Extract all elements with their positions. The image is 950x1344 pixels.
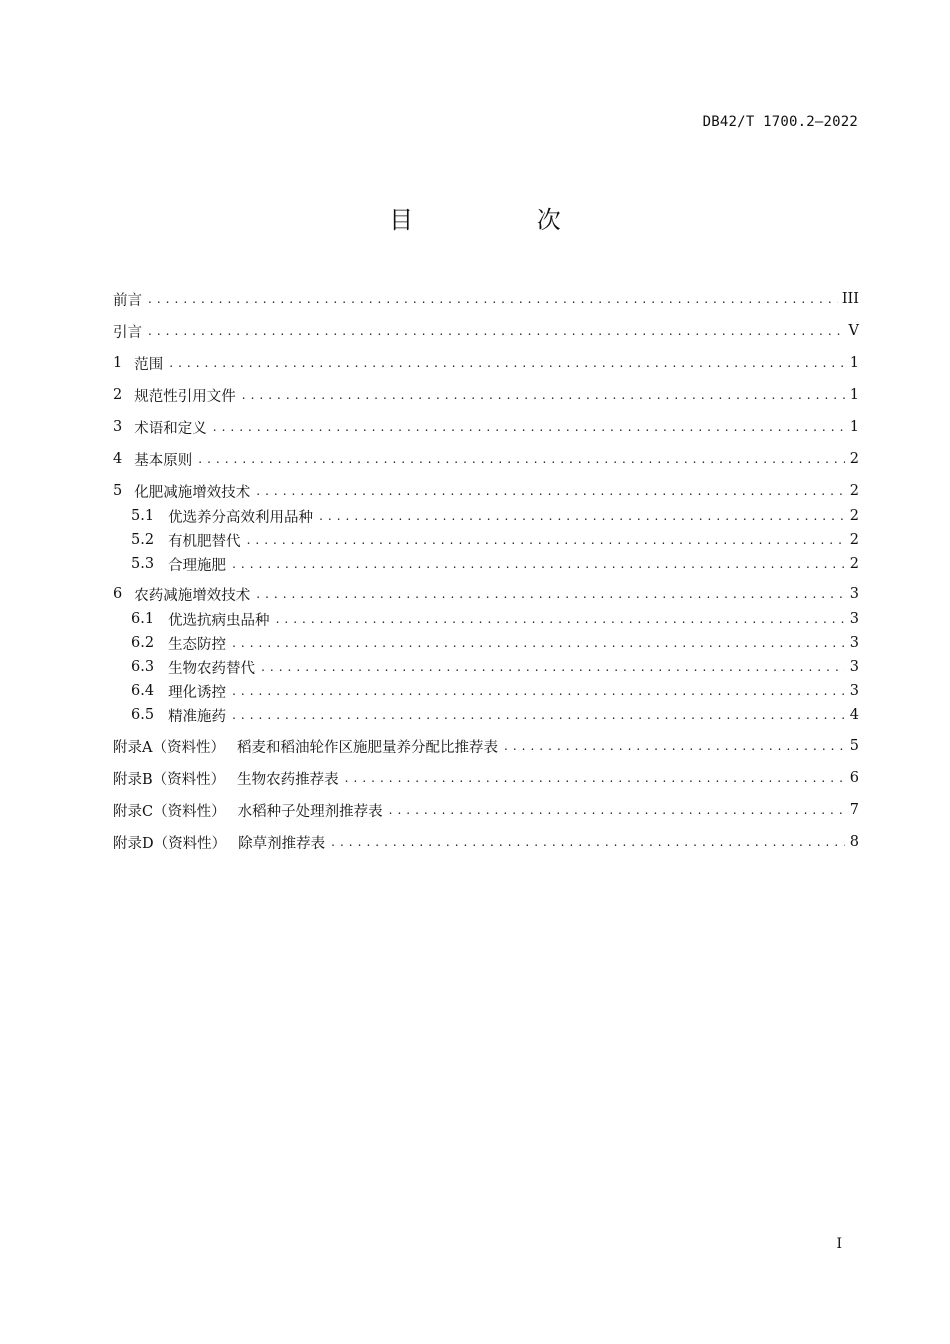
toc-entry[interactable]	[113, 799, 859, 821]
toc-entry-page: 7	[849, 802, 859, 818]
toc-entry-page: 2	[849, 483, 859, 499]
toc-leader-dots	[169, 352, 845, 374]
toc-leader-dots	[389, 799, 845, 821]
toc-entry[interactable]	[113, 480, 859, 502]
toc-entry-number: 3	[113, 419, 123, 435]
toc-leader-dots	[319, 505, 845, 527]
toc-entry-page: 3	[849, 659, 859, 675]
toc-entry-label: 除草剂推荐表	[238, 835, 326, 852]
toc-leader-dots	[232, 704, 845, 726]
toc-entry-number: 4	[113, 451, 123, 467]
toc-entry-page: 8	[849, 834, 859, 850]
toc-entry[interactable]	[113, 735, 859, 757]
toc-entry-label: 有机肥替代	[168, 533, 241, 550]
toc-entry[interactable]	[113, 448, 859, 470]
toc-leader-dots	[256, 480, 845, 502]
toc-entry-label: 水稻种子处理剂推荐表	[237, 803, 383, 820]
toc-entry-number: 附录B（资料性）	[113, 771, 226, 788]
toc-leader-dots	[256, 583, 845, 605]
toc-entry-number: 5.1	[131, 508, 155, 524]
toc-entry[interactable]	[113, 632, 859, 654]
toc-entry[interactable]	[113, 553, 859, 575]
toc-entry-label: 生物农药推荐表	[237, 771, 339, 788]
toc-leader-dots	[198, 448, 845, 470]
toc-entry[interactable]	[113, 608, 859, 630]
toc-entry[interactable]	[113, 505, 859, 527]
toc-entry[interactable]	[113, 831, 859, 853]
toc-entry-number: 6.2	[131, 635, 155, 651]
toc-leader-dots	[148, 320, 845, 342]
document-code: DB42/T 1700.2—2022	[702, 114, 858, 130]
toc-entry-page: 3	[849, 586, 859, 602]
toc-entry[interactable]	[113, 529, 859, 551]
toc-entry-number: 5	[113, 483, 123, 499]
toc-entry-page: 3	[849, 611, 859, 627]
toc-entry-page: 2	[849, 532, 859, 548]
toc-entry-page: 1	[849, 419, 859, 435]
toc-entry-label: 合理施肥	[168, 557, 227, 574]
toc-entry-number: 6.5	[131, 707, 155, 723]
toc-entry[interactable]	[113, 384, 859, 406]
toc-entry-page: 1	[849, 387, 859, 403]
toc-entry-label: 农药减施增效技术	[134, 587, 251, 604]
toc-entry-label: 规范性引用文件	[134, 388, 236, 405]
toc-entry-page: III	[841, 291, 859, 307]
toc-entry[interactable]	[113, 680, 859, 702]
toc-entry-number: 2	[113, 387, 123, 403]
page-number: I	[836, 1236, 842, 1252]
toc-entry-page: 3	[849, 683, 859, 699]
toc-entry-page: 5	[849, 738, 859, 754]
toc-entry-label: 精准施药	[168, 708, 227, 725]
toc-entry-number: 6.4	[131, 683, 155, 699]
toc-entry-label: 术语和定义	[134, 420, 207, 437]
toc-leader-dots	[504, 735, 845, 757]
toc-leader-dots	[247, 529, 845, 551]
toc-entry-label: 引言	[113, 324, 142, 341]
toc-entry[interactable]	[113, 288, 859, 310]
toc-leader-dots	[213, 416, 845, 438]
toc-leader-dots	[232, 680, 845, 702]
toc-leader-dots	[345, 767, 845, 789]
toc-leader-dots	[276, 608, 845, 630]
toc-leader-dots	[261, 656, 845, 678]
toc-entry[interactable]	[113, 416, 859, 438]
toc-entry-number: 附录A（资料性）	[113, 739, 225, 756]
toc-leader-dots	[331, 831, 845, 853]
toc-entry-label: 化肥减施增效技术	[134, 484, 251, 501]
toc-entry-number: 6	[113, 586, 123, 602]
toc-leader-dots	[232, 632, 845, 654]
toc-entry-number: 1	[113, 355, 123, 371]
toc-entry-page: V	[848, 323, 859, 339]
toc-entry-number: 附录C（资料性）	[113, 803, 226, 820]
toc-leader-dots	[242, 384, 845, 406]
toc-entry-page: 2	[849, 451, 859, 467]
toc-entry-label: 基本原则	[134, 452, 193, 469]
toc-entry-number: 5.2	[131, 532, 155, 548]
toc-entry[interactable]	[113, 583, 859, 605]
toc-entry-label: 稻麦和稻油轮作区施肥量养分配比推荐表	[236, 739, 498, 756]
toc-entry-number: 5.3	[131, 556, 155, 572]
toc-entry-number: 6.3	[131, 659, 155, 675]
toc-entry[interactable]	[113, 704, 859, 726]
toc-entry-page: 2	[849, 508, 859, 524]
toc-entry-page: 1	[849, 355, 859, 371]
toc-leader-dots	[232, 553, 845, 575]
toc-entry-number: 6.1	[131, 611, 155, 627]
toc-entry[interactable]	[113, 320, 859, 342]
toc-entry-label: 优选抗病虫品种	[168, 612, 270, 629]
toc-entry-page: 3	[849, 635, 859, 651]
toc-entry-label: 理化诱控	[168, 684, 227, 701]
toc-entry-page: 2	[849, 556, 859, 572]
toc-entry-label: 生物农药替代	[168, 660, 256, 677]
toc-leader-dots	[148, 288, 838, 310]
toc-entry-page: 6	[849, 770, 859, 786]
toc-entry-label: 前言	[113, 292, 142, 309]
toc-entry[interactable]	[113, 352, 859, 374]
toc-entry[interactable]	[113, 767, 859, 789]
toc-entry-label: 生态防控	[168, 636, 227, 653]
toc-entry-label: 优选养分高效利用品种	[168, 509, 314, 526]
toc-entry[interactable]	[113, 656, 859, 678]
toc-entry-page: 4	[849, 707, 859, 723]
toc-entry-number: 附录D（资料性）	[113, 835, 227, 852]
toc-title: 目 次	[389, 206, 619, 234]
toc-entry-label: 范围	[134, 356, 164, 373]
